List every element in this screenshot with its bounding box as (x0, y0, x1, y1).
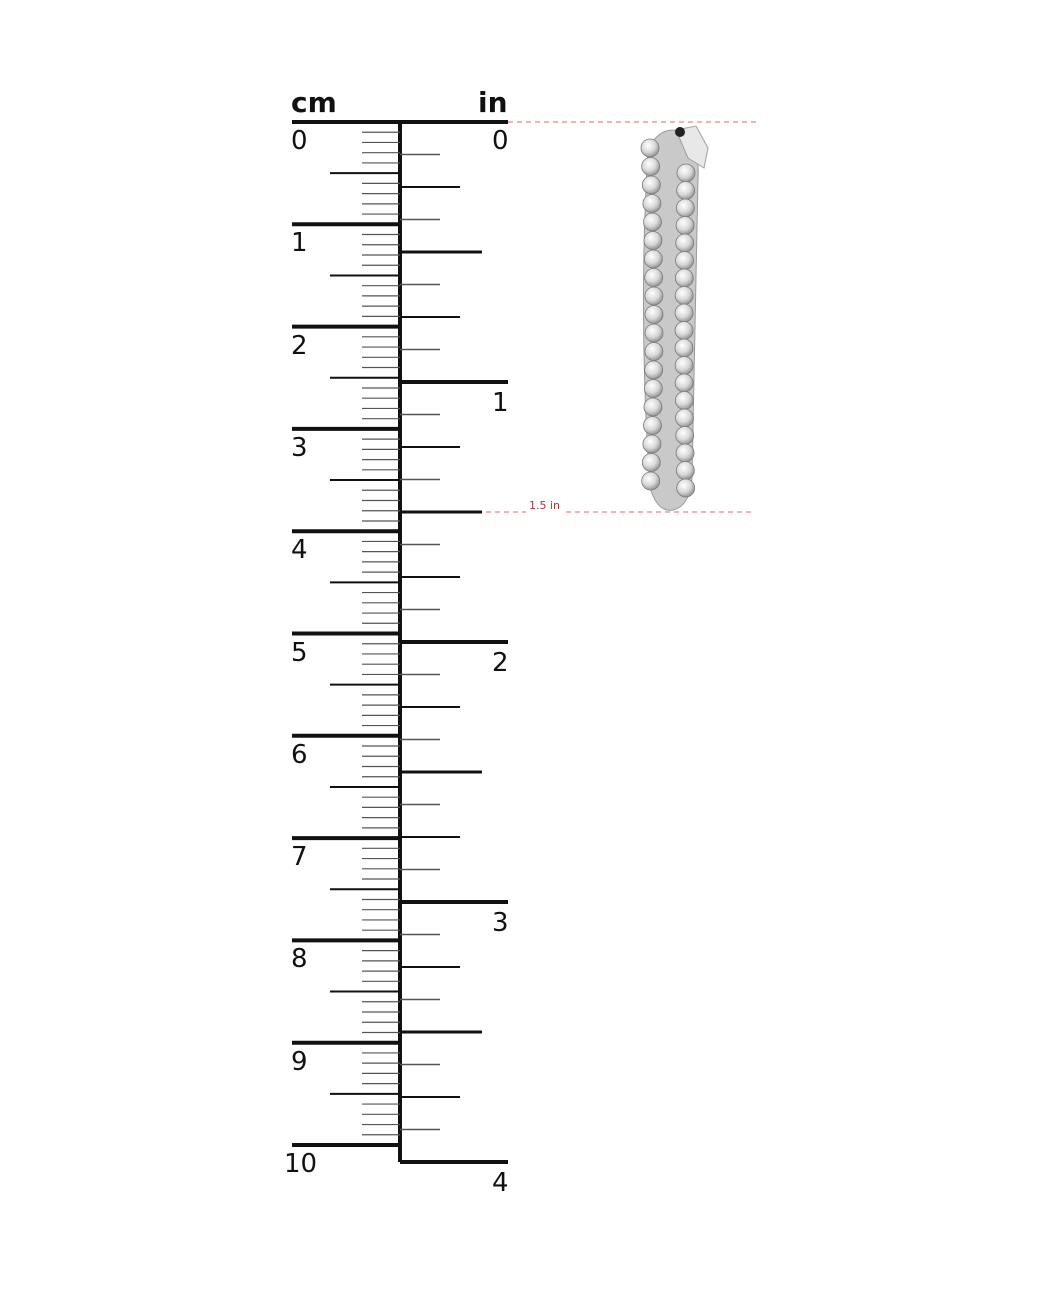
in-label: 4 (492, 1168, 509, 1198)
diamond-stone-icon (645, 287, 663, 305)
diamond-stone-icon (645, 343, 663, 361)
cm-label: 1 (291, 228, 308, 259)
diamond-stone-icon (676, 234, 694, 252)
diamond-stone-icon (675, 269, 693, 287)
diamond-stone-icon (645, 324, 663, 342)
in-label: 2 (492, 648, 509, 678)
diamond-stone-icon (645, 361, 663, 379)
diamond-stone-icon (642, 454, 660, 472)
diamond-stone-icon (676, 444, 694, 462)
diamond-stone-icon (676, 427, 694, 445)
diamond-stone-icon (642, 472, 660, 490)
diamond-stone-icon (644, 250, 662, 268)
diamond-stone-icon (677, 164, 695, 182)
cm-label: 5 (291, 637, 308, 668)
diamond-stone-icon (676, 409, 694, 427)
measurement-label: 1.5 in (529, 499, 561, 512)
cm-label: 9 (291, 1046, 308, 1077)
cm-label: 3 (291, 432, 308, 463)
cm-label: 4 (291, 535, 308, 566)
diamond-stone-icon (675, 374, 693, 392)
diamond-stone-icon (645, 306, 663, 324)
diamond-stone-icon (644, 232, 662, 250)
diamond-stone-icon (642, 158, 660, 176)
diamond-stone-icon (675, 322, 693, 340)
cm-label: 8 (291, 944, 308, 975)
diamond-stone-icon (643, 417, 661, 435)
cm-label: 10 (284, 1149, 318, 1179)
diamond-stone-icon (643, 195, 661, 213)
diamond-stone-icon (676, 217, 694, 235)
cm-unit-label: cm (291, 86, 337, 119)
diamond-stone-icon (642, 176, 660, 194)
diamond-stone-icon (645, 269, 663, 287)
in-label: 1 (492, 388, 509, 418)
diamond-stone-icon (643, 213, 661, 231)
diamond-stone-icon (676, 462, 694, 480)
in-unit-label: in (478, 86, 508, 119)
diamond-stone-icon (675, 287, 693, 305)
diamond-stone-icon (677, 479, 695, 497)
cm-label: 7 (291, 842, 308, 873)
diamond-stone-icon (641, 139, 659, 157)
diamond-stone-icon (643, 435, 661, 453)
in-label: 0 (492, 126, 509, 156)
diamond-hoop-earring-icon (628, 118, 728, 518)
cm-label: 2 (291, 330, 308, 361)
diamond-stone-icon (675, 392, 693, 410)
cm-label: 6 (291, 739, 308, 770)
diamond-stone-icon (676, 199, 694, 217)
diamond-stone-icon (676, 252, 694, 270)
diamond-stone-icon (675, 357, 693, 375)
diamond-stone-icon (644, 398, 662, 416)
diamond-stone-icon (677, 182, 695, 200)
in-label: 3 (492, 908, 509, 938)
diamond-stone-icon (675, 304, 693, 322)
diamond-stone-icon (675, 339, 693, 357)
diamond-stone-icon (644, 380, 662, 398)
cm-label: 0 (291, 126, 308, 156)
